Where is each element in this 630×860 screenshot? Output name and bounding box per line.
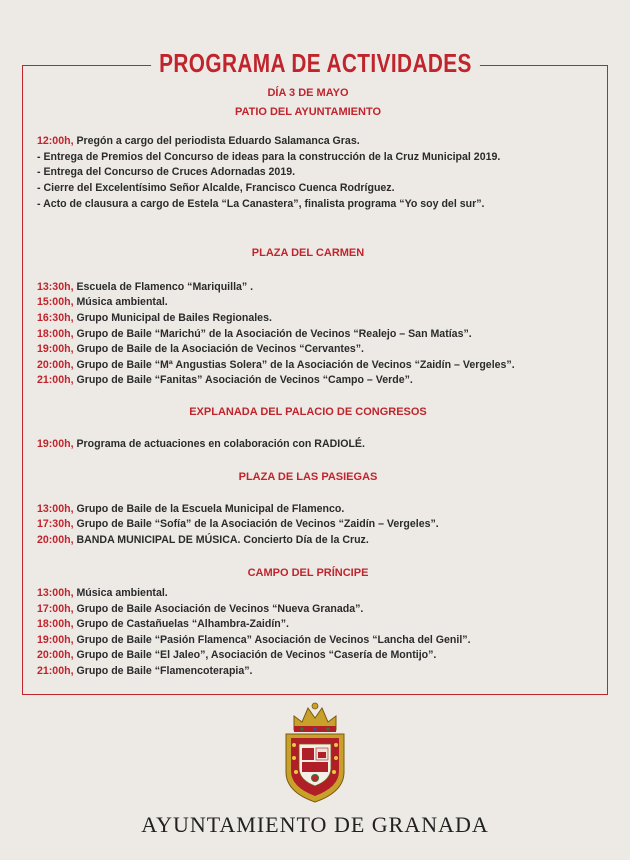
- list-item: 13:00h, Música ambiental.: [37, 587, 168, 600]
- section-plaza-del-carmen: [37, 246, 597, 389]
- list-item: 16:30h, Grupo Municipal de Bailes Regionales.: [37, 311, 272, 324]
- section-subheading: PATIO DEL AYUNTAMIENTO: [234, 105, 382, 118]
- section-heading: EXPLANADA DEL PALACIO DE CONGRESOS: [189, 405, 427, 418]
- list-item: - Entrega de Premios del Concurso de ideas para la construcción de la Cruz Municipal 2019.: [37, 150, 501, 163]
- section-heading: PLAZA DE LAS PASIEGAS: [238, 471, 378, 484]
- list-item: 13:30h, Escuela de Flamenco “Mariquilla” .: [37, 280, 254, 293]
- page-title: PROGRAMA DE ACTIVIDADES: [151, 46, 480, 80]
- section-plaza-pasiegas: [37, 470, 597, 548]
- list-item: 15:00h, Música ambiental.: [37, 296, 168, 309]
- list-item: 20:00h, Grupo de Baile “El Jaleo”, Asociación de Vecinos “Casería de Montijo”.: [37, 649, 437, 662]
- list-item: 18:00h, Grupo de Baile “Marichú” de la Asociación de Vecinos “Realejo – San Matías”.: [37, 327, 472, 340]
- list-item: 12:00h, Pregón a cargo del periodista Eduardo Salamanca Gras.: [37, 135, 360, 148]
- logo: [0, 700, 630, 810]
- list-item: 19:00h, Grupo de Baile de la Asociación de Vecinos “Cervantes”.: [37, 343, 364, 356]
- list-item: 19:00h, Programa de actuaciones en colaboración con RADIOLÉ.: [37, 437, 365, 450]
- list-item: 17:00h, Grupo de Baile Asociación de Vecinos “Nueva Granada”.: [37, 602, 364, 615]
- list-item: - Acto de clausura a cargo de Estela “La Canastera”, finalista programa “Yo soy del sur”.: [37, 197, 485, 210]
- list-item: 20:00h, Grupo de Baile “Mª Angustias Solera” de la Asociación de Vecinos “Zaidín – Vergeles”.: [37, 358, 515, 371]
- list-item: 17:30h, Grupo de Baile “Sofía” de la Asociación de Vecinos “Zaidín – Vergeles”.: [37, 518, 439, 531]
- list-item: 19:00h, Grupo de Baile “Pasión Flamenca” Asociación de Vecinos “Lancha del Genil”.: [37, 633, 471, 646]
- coat-of-arms-icon: [280, 700, 350, 805]
- list-item: 20:00h, BANDA MUNICIPAL DE MÚSICA. Concierto Día de la Cruz.: [37, 533, 369, 546]
- organization-name: AYUNTAMIENTO DE GRANADA: [141, 812, 489, 837]
- section-heading: DÍA 3 DE MAYO: [267, 87, 349, 99]
- list-item: 13:00h, Grupo de Baile de la Escuela Municipal de Flamenco.: [37, 502, 345, 515]
- section-campo-principe: [37, 566, 597, 679]
- list-item: - Cierre del Excelentísimo Señor Alcalde, Francisco Cuenca Rodríguez.: [37, 181, 395, 194]
- list-item: 21:00h, Grupo de Baile “Fanitas” Asociación de Vecinos “Campo – Verde”.: [37, 374, 413, 387]
- list-item: - Entrega del Concurso de Cruces Adornadas 2019.: [37, 166, 296, 179]
- section-heading: CAMPO DEL PRÍNCIPE: [247, 567, 369, 580]
- list-item: 21:00h, Grupo de Baile “Flamencoterapia”.: [37, 665, 253, 678]
- program-content: [37, 86, 597, 680]
- list-item: 18:00h, Grupo de Castañuelas “Alhambra-Zaidín”.: [37, 618, 289, 631]
- section-dia-3-mayo: [37, 86, 597, 212]
- section-explanada: [37, 405, 597, 452]
- section-heading: PLAZA DEL CARMEN: [251, 247, 365, 260]
